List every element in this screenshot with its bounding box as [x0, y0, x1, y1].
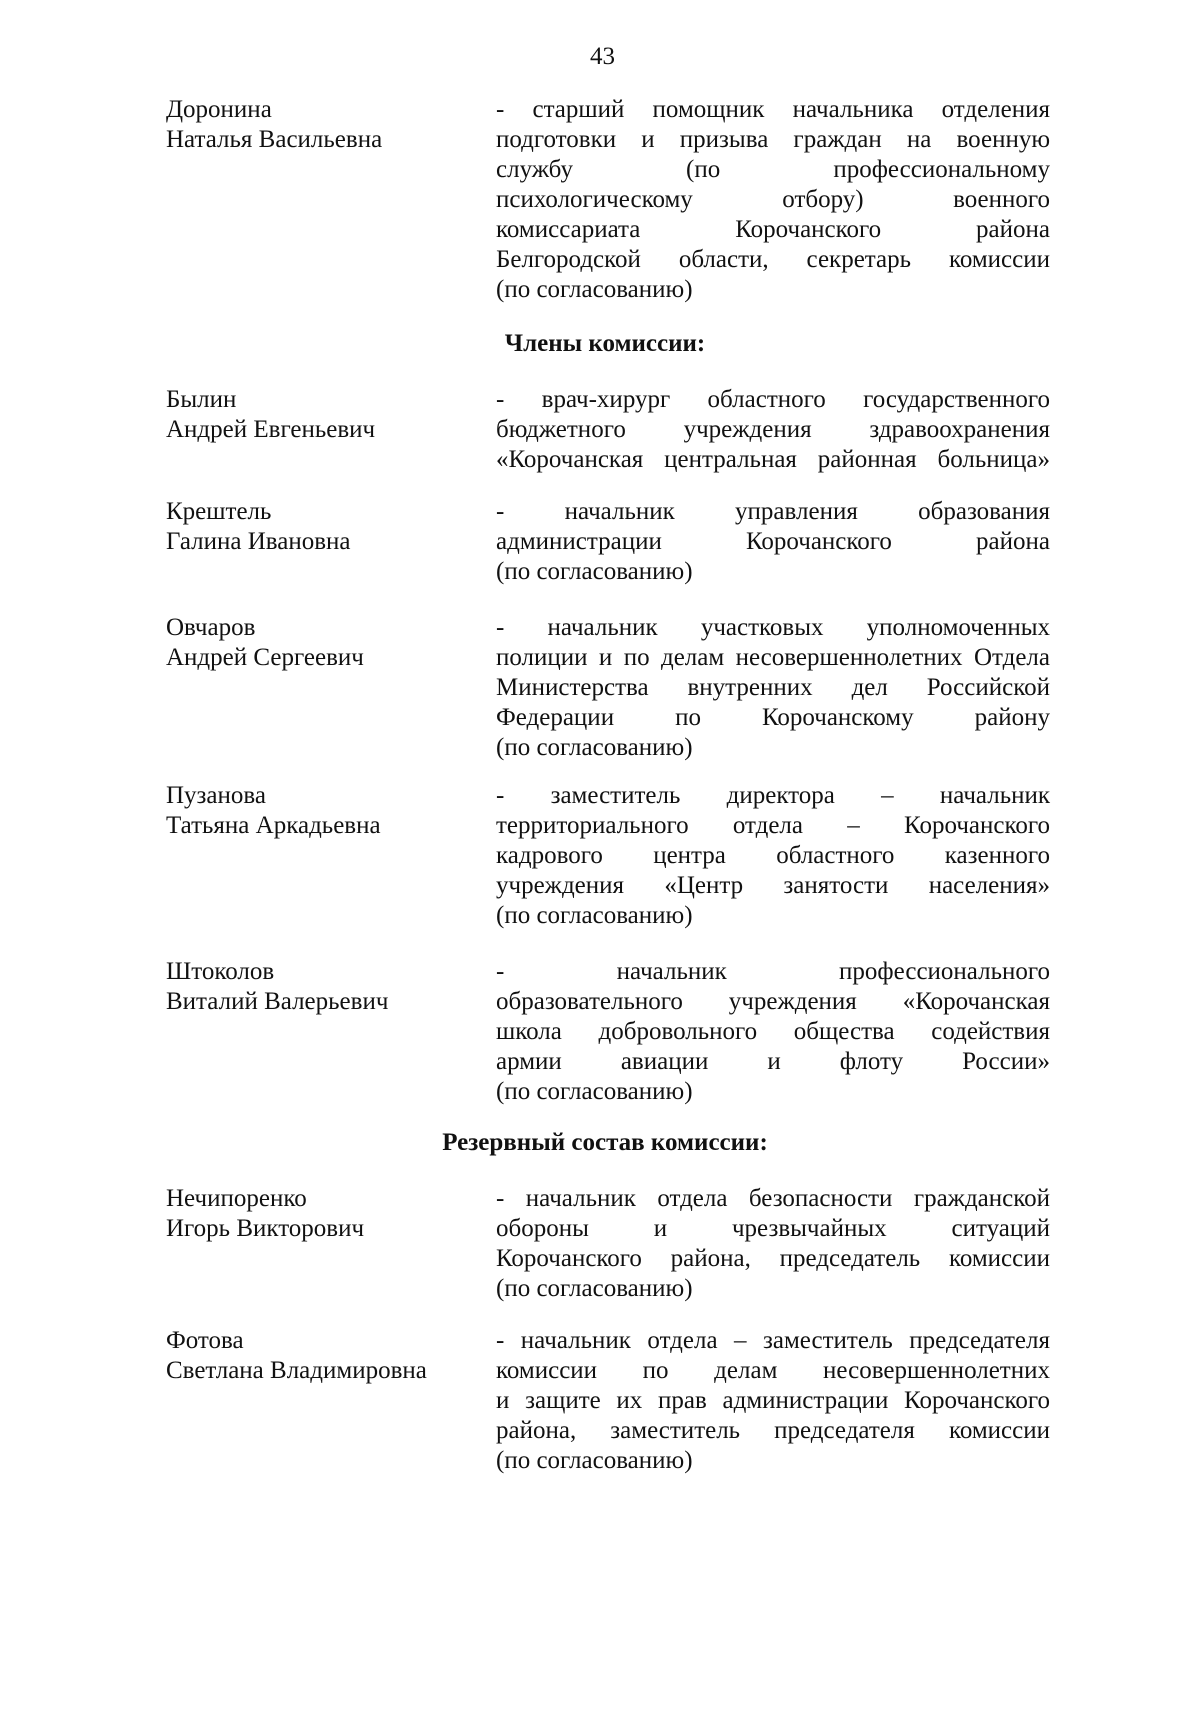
role-line: службу (по профессиональному	[496, 156, 1050, 183]
role-line: психологическому отбору) военного	[496, 186, 1050, 213]
role-line: кадрового центра областного казенного	[496, 842, 1050, 869]
role-line: (по согласованию)	[496, 1078, 693, 1105]
role-line: территориального отдела – Корочанского	[496, 812, 1050, 839]
member-given-names: Татьяна Аркадьевна	[166, 812, 381, 839]
role-line: школа добровольного общества содействия	[496, 1018, 1050, 1045]
member-given-names: Светлана Владимировна	[166, 1357, 427, 1384]
member-given-names: Наталья Васильевна	[166, 126, 383, 153]
role-line: - начальник профессионального	[496, 958, 1050, 985]
role-line: армии авиации и флоту России»	[496, 1048, 1050, 1075]
member-role	[496, 385, 1050, 475]
role-line: района, заместитель председателя комиссии	[496, 1417, 1050, 1444]
role-line: (по согласованию)	[496, 734, 693, 761]
member-role	[496, 1326, 1050, 1476]
members-heading: Члены комиссии:	[504, 330, 706, 357]
role-line: комиссариата Корочанского района	[496, 216, 1050, 243]
member-name	[166, 957, 466, 1017]
member-name	[166, 1184, 466, 1244]
role-line: (по согласованию)	[496, 902, 693, 929]
role-line: полиции и по делам несовершеннолетних Отдела	[496, 644, 1050, 671]
role-line: Федерации по Корочанскому району	[496, 704, 1050, 731]
role-line: образовательного учреждения «Корочанская	[496, 988, 1050, 1015]
role-line: «Корочанская центральная районная больница»	[496, 446, 1050, 473]
role-line: Министерства внутренних дел Российской	[496, 674, 1050, 701]
member-role	[496, 497, 1050, 587]
role-line: (по согласованию)	[496, 558, 693, 585]
member-role	[496, 1184, 1050, 1304]
member-name	[166, 613, 466, 673]
role-line: бюджетного учреждения здравоохранения	[496, 416, 1050, 443]
member-surname: Пузанова	[166, 782, 266, 809]
member-surname: Былин	[166, 386, 237, 413]
member-name	[166, 781, 466, 841]
member-given-names: Андрей Сергеевич	[166, 644, 364, 671]
member-surname: Крештель	[166, 498, 272, 525]
member-given-names: Андрей Евгеньевич	[166, 416, 376, 443]
member-given-names: Виталий Валерьевич	[166, 988, 389, 1015]
role-line: (по согласованию)	[496, 1447, 693, 1474]
member-surname: Доронина	[166, 96, 272, 123]
role-line: Корочанского района, председатель комиссии	[496, 1245, 1050, 1272]
member-name	[166, 95, 466, 155]
role-line: - старший помощник начальника отделения	[496, 96, 1050, 123]
member-surname: Нечипоренко	[166, 1185, 307, 1212]
member-name	[166, 497, 466, 557]
reserve-heading: Резервный состав комиссии:	[442, 1129, 768, 1156]
role-line: - начальник участковых уполномоченных	[496, 614, 1050, 641]
page-number: 43	[590, 43, 615, 70]
role-line: - врач-хирург областного государственного	[496, 386, 1050, 413]
member-given-names: Галина Ивановна	[166, 528, 351, 555]
role-line: - начальник отдела – заместитель председателя	[496, 1327, 1050, 1354]
member-name	[166, 385, 466, 445]
member-role	[496, 613, 1050, 763]
member-role	[496, 781, 1050, 931]
role-line: учреждения «Центр занятости населения»	[496, 872, 1050, 899]
role-line: - начальник управления образования	[496, 498, 1050, 525]
member-role	[496, 957, 1050, 1107]
role-line: комиссии по делам несовершеннолетних	[496, 1357, 1050, 1384]
role-line: и защите их прав администрации Корочанского	[496, 1387, 1050, 1414]
member-surname: Овчаров	[166, 614, 256, 641]
role-line: подготовки и призыва граждан на военную	[496, 126, 1050, 153]
role-line: - начальник отдела безопасности гражданской	[496, 1185, 1050, 1212]
member-given-names: Игорь Викторович	[166, 1215, 365, 1242]
role-line: Белгородской области, секретарь комиссии	[496, 246, 1050, 273]
role-line: обороны и чрезвычайных ситуаций	[496, 1215, 1050, 1242]
role-line: - заместитель директора – начальник	[496, 782, 1050, 809]
role-line: (по согласованию)	[496, 1275, 693, 1302]
member-role	[496, 95, 1050, 305]
member-name	[166, 1326, 466, 1386]
member-surname: Фотова	[166, 1327, 244, 1354]
role-line: администрации Корочанского района	[496, 528, 1050, 555]
role-line: (по согласованию)	[496, 276, 693, 303]
member-surname: Штоколов	[166, 958, 275, 985]
